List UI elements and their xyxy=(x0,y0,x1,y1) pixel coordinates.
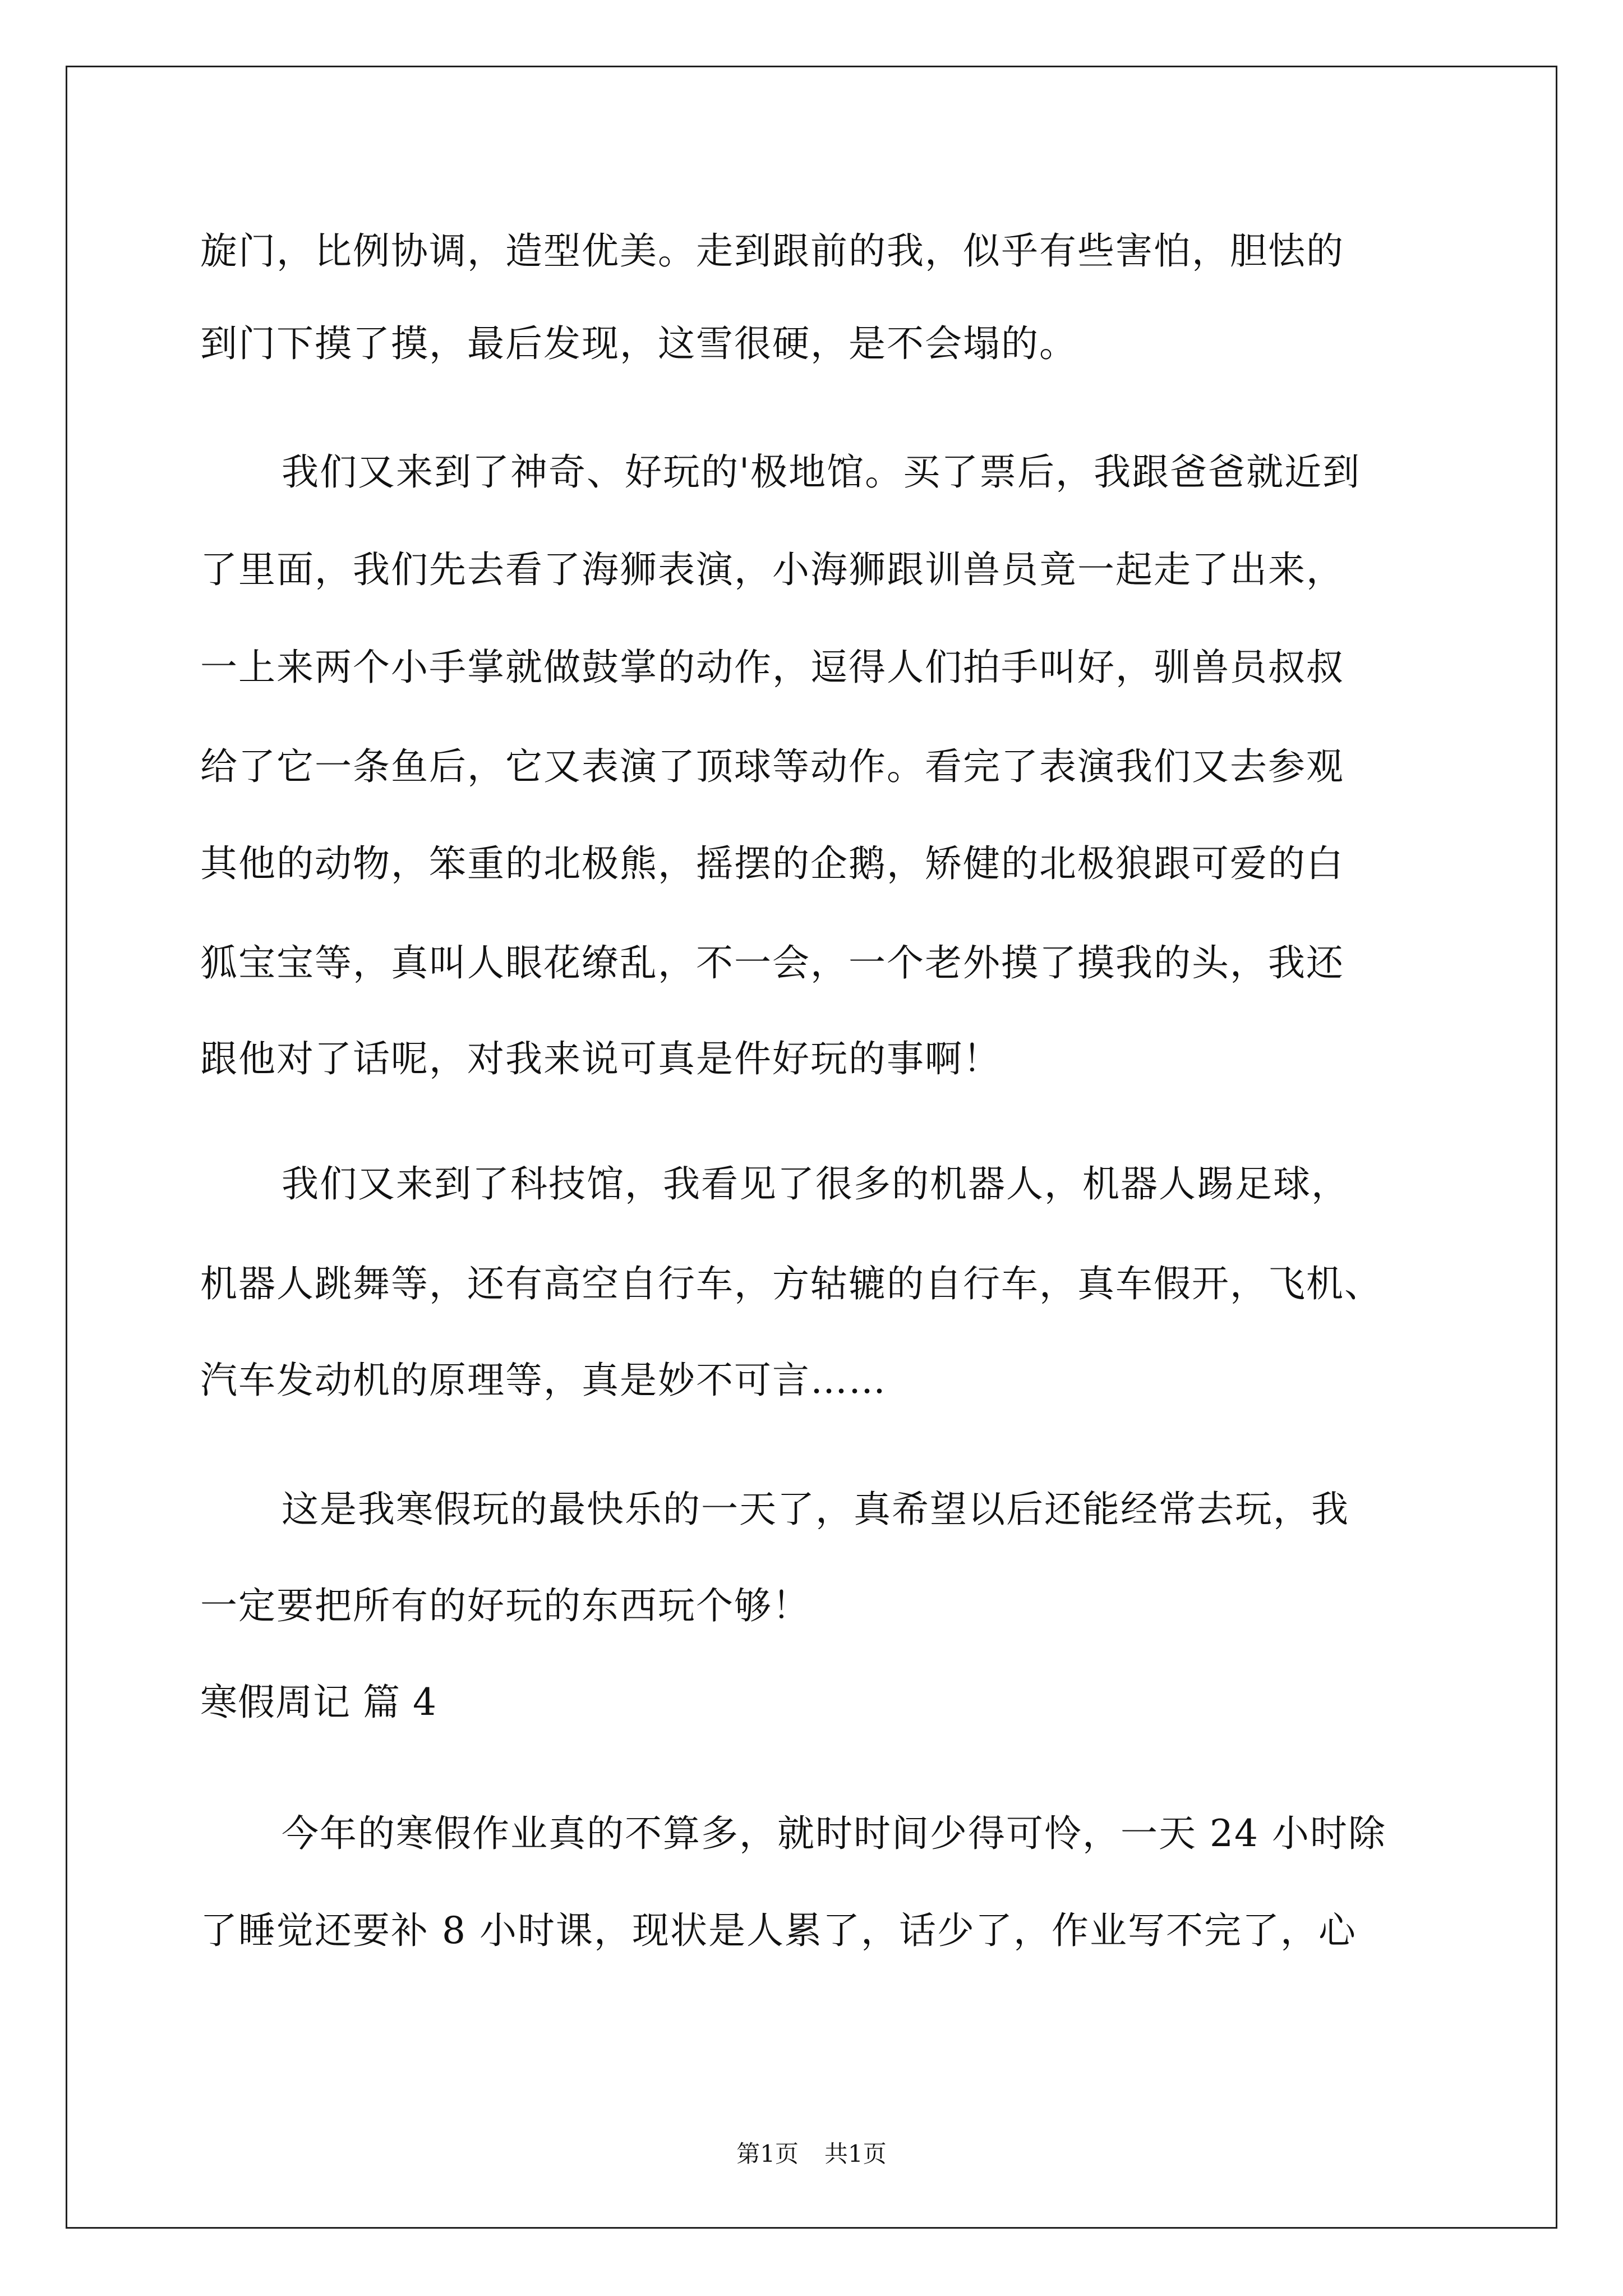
text-line: 了睡觉还要补 8 小时课，现状是人累了，话少了，作业写不完了，心 xyxy=(200,1909,1357,1952)
text-line: 一上来两个小手掌就做鼓掌的动作，逗得人们拍手叫好，驯兽员叔叔 xyxy=(200,646,1344,689)
text-line: 狐宝宝等，真叫人眼花缭乱，不一会，一个老外摸了摸我的头，我还 xyxy=(200,941,1344,984)
text-line: 到门下摸了摸，最后发现，这雪很硬，是不会塌的。 xyxy=(200,322,1077,365)
text-line: 跟他对了话呢，对我来说可真是件好玩的事啊！ xyxy=(200,1037,1001,1080)
text-line: 其他的动物，笨重的北极熊，摇摆的企鹅，矫健的北极狼跟可爱的白 xyxy=(200,842,1344,885)
text-line: 了里面，我们先去看了海狮表演，小海狮跟训兽员竟一起走了出来， xyxy=(200,548,1344,591)
text-line: 汽车发动机的原理等，真是妙不可言…… xyxy=(200,1359,887,1402)
paragraph-start-line: 今年的寒假作业真的不算多，就时时间少得可怜，一天 24 小时除 xyxy=(282,1812,1386,1855)
page-number-current: 第1页 xyxy=(736,2140,799,2168)
page-border xyxy=(66,66,1557,2229)
page-footer xyxy=(0,2137,1623,2171)
text-line: 一定要把所有的好玩的东西玩个够！ xyxy=(200,1584,810,1627)
paragraph-start-line: 我们又来到了神奇、好玩的'极地馆。买了票后，我跟爸爸就近到 xyxy=(282,450,1361,494)
text-line: 给了它一条鱼后，它又表演了顶球等动作。看完了表演我们又去参观 xyxy=(200,745,1344,788)
section-heading: 寒假周记 篇 4 xyxy=(200,1681,437,1724)
page-number-total: 共1页 xyxy=(824,2140,887,2168)
paragraph-start-line: 这是我寒假玩的最快乐的一天了，真希望以后还能经常去玩，我 xyxy=(282,1488,1349,1531)
text-line: 机器人跳舞等，还有高空自行车，方轱辘的自行车，真车假开，飞机、 xyxy=(200,1262,1382,1305)
paragraph-start-line: 我们又来到了科技馆，我看见了很多的机器人，机器人踢足球， xyxy=(282,1162,1349,1205)
text-line: 旋门，比例协调，造型优美。走到跟前的我，似乎有些害怕，胆怯的 xyxy=(200,229,1344,273)
